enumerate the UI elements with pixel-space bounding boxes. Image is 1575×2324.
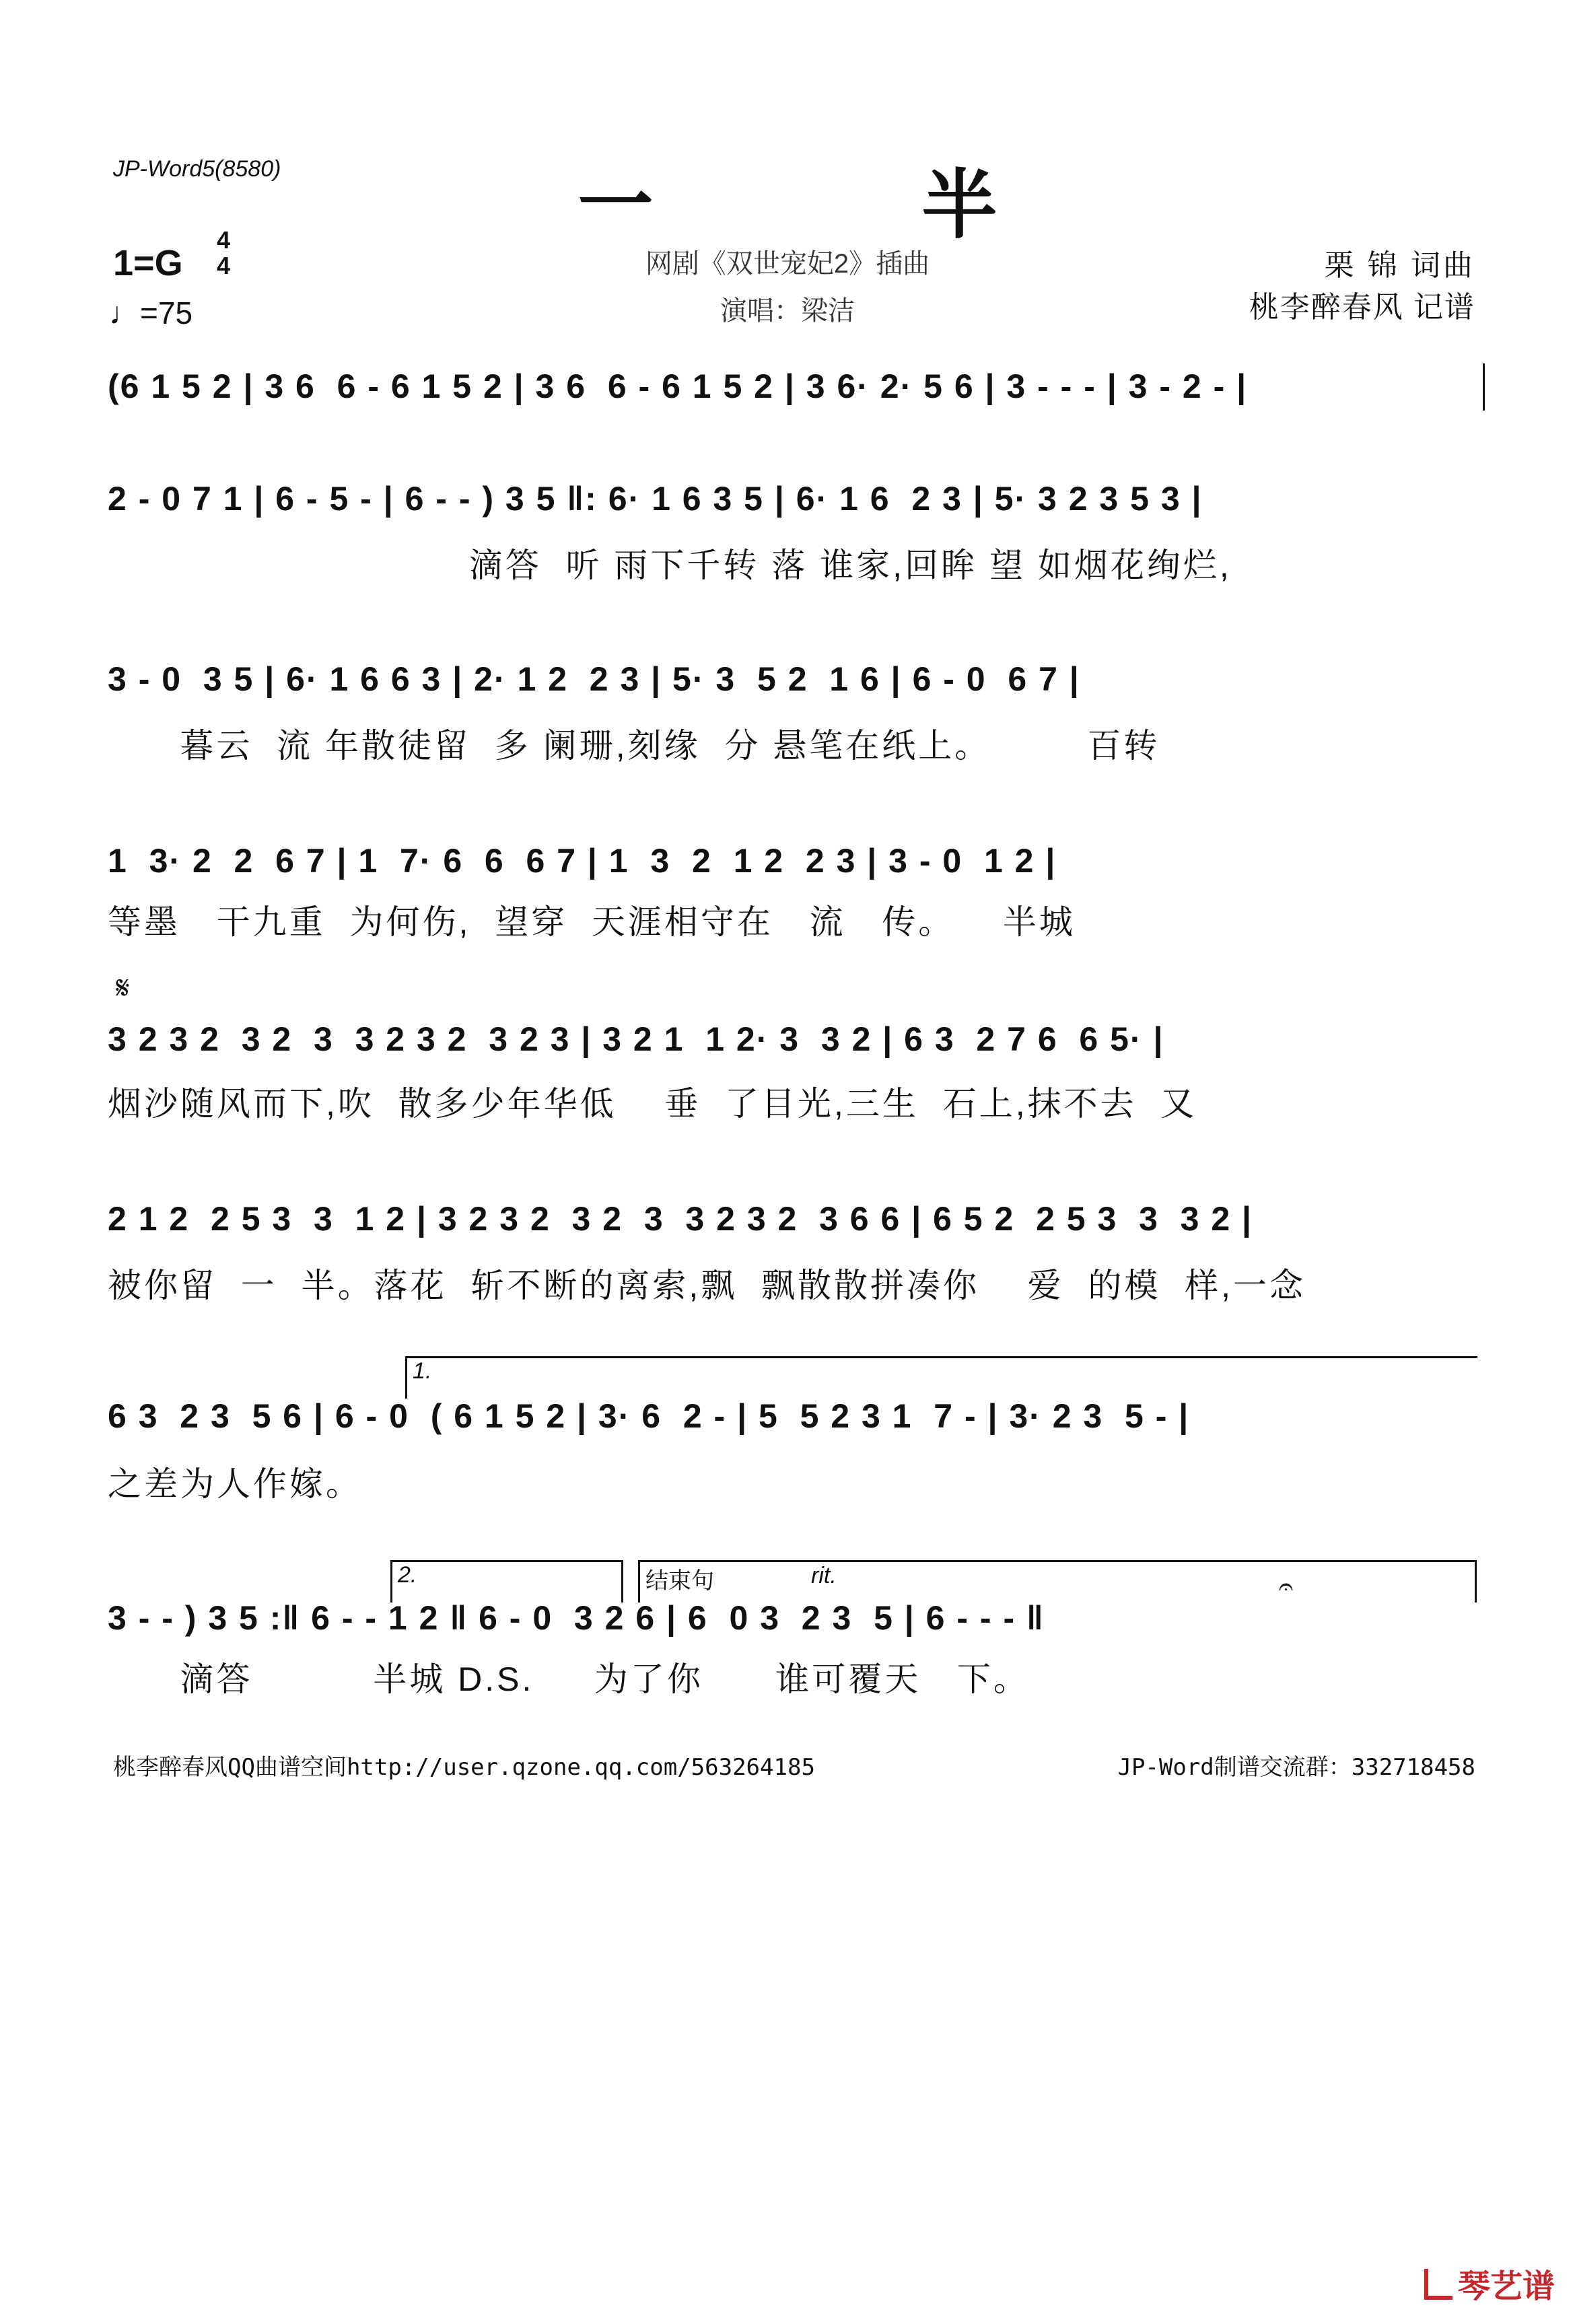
volta-bracket-2 (390, 1560, 623, 1603)
footer-source: 桃李醉春风QQ曲谱空间http://user.qzone.qq.com/563264185 (113, 1754, 815, 1781)
volta-2-label: 2. (398, 1562, 417, 1588)
software-label: JP-Word5(8580) (113, 156, 281, 182)
score-line-7-lyrics: 之差为人作嫁。 (108, 1465, 362, 1503)
time-signature-bottom: 4 (217, 252, 231, 279)
footer-group: JP-Word制谱交流群：332718458 (1117, 1754, 1475, 1781)
key-signature: 1=G (113, 243, 183, 283)
segno-sign: 𝄋 (116, 969, 130, 1007)
time-signature-top: 4 (217, 226, 231, 254)
composer-credit: 栗 锦 词曲 (1324, 249, 1475, 282)
song-title: 一 半 (578, 161, 1119, 249)
score-line-4-music: 1 3· 2 2 6 7 | 1 7· 6 6 6 7 | 1 3 2 1 2 2 3 | 3 - 0 1 2 | (108, 842, 1057, 880)
score-line-5-music: 3 2 3 2 3 2 3 3 2 3 2 3 2 3 | 3 2 1 1 2· 3 3 2 | 6 3 2 7 6 6 5· | (108, 1020, 1164, 1058)
score-line-2-lyrics: 滴答 听 雨下千转 落 谁家,回眸 望 如烟花绚烂, (108, 547, 1232, 584)
score-line-3-music: 3 - 0 3 5 | 6· 1 6 6 3 | 2· 1 2 2 3 | 5· 3 5 2 1 6 | 6 - 0 6 7 | (108, 660, 1080, 698)
score-line-8-music: 3 - - ) 3 5 :‖ 6 - - 1 2 ‖ 6 - 0 3 2 6 | 6 0 3 2 3 5 | 6 - - - ‖ (108, 1599, 1045, 1637)
tempo-marking: ♩=75 (109, 295, 193, 330)
score-line-3-lyrics: 暮云 流 年散徒留 多 阑珊,刻缘 分 悬笔在纸上。 百转 (108, 727, 1160, 765)
ending-label: 结束句 (645, 1568, 714, 1594)
score-line-6-music: 2 1 2 2 5 3 3 1 2 | 3 2 3 2 3 2 3 3 2 3 2 3 6 6 | 6 5 2 2 5 3 3 3 2 | (108, 1200, 1253, 1238)
ending-bracket (638, 1560, 1477, 1603)
score-line-1-music: (6 1 5 2 | 3 6 6 - 6 1 5 2 | 3 6 6 - 6 1 5 2 | 3 6· 2· 5 6 | 3 - - - | 3 - 2 - | (108, 367, 1248, 405)
score-line-6-lyrics: 被你留 一 半。落花 斩不断的离索,飘 飘散散拼凑你 爱 的模 样,一念 (108, 1267, 1306, 1304)
watermark-text: 琴艺谱 (1457, 2269, 1555, 2304)
score-line-8-lyrics: 滴答 半城 D.S. 为了你 谁可覆天 下。 (108, 1660, 1030, 1698)
fermata-icon: 𝄐 (1279, 1572, 1294, 1601)
notator-credit: 桃李醉春风 记谱 (1249, 291, 1475, 324)
score-barline (1483, 363, 1485, 411)
score-line-5-lyrics: 烟沙随风而下,吹 散多少年华低 垂 了目光,三生 石上,抹不去 又 (108, 1085, 1197, 1123)
singer-credit: 演唱：梁洁 (720, 296, 855, 326)
volta-bracket-1 (405, 1356, 1477, 1399)
watermark-logo (1424, 2260, 1555, 2307)
volta-1-label: 1. (413, 1358, 432, 1384)
score-line-7-music: 6 3 2 3 5 6 | 6 - 0 ( 6 1 5 2 | 3· 6 2 - | 5 5 2 3 1 7 - | 3· 2 3 5 - | (108, 1397, 1190, 1435)
score-line-4-lyrics: 等墨 干九重 为何伤, 望穿 天涯相守在 流 传。 半城 (108, 903, 1076, 941)
rit-marking: rit. (811, 1563, 837, 1588)
watermark-icon (1424, 2269, 1452, 2300)
subtitle: 网剧《双世宠妃2》插曲 (645, 249, 930, 279)
score-line-2-music: 2 - 0 7 1 | 6 - 5 - | 6 - - ) 3 5 ‖: 6· 1 6 3 5 | 6· 1 6 2 3 | 5· 3 2 3 5 3 | (108, 480, 1203, 518)
